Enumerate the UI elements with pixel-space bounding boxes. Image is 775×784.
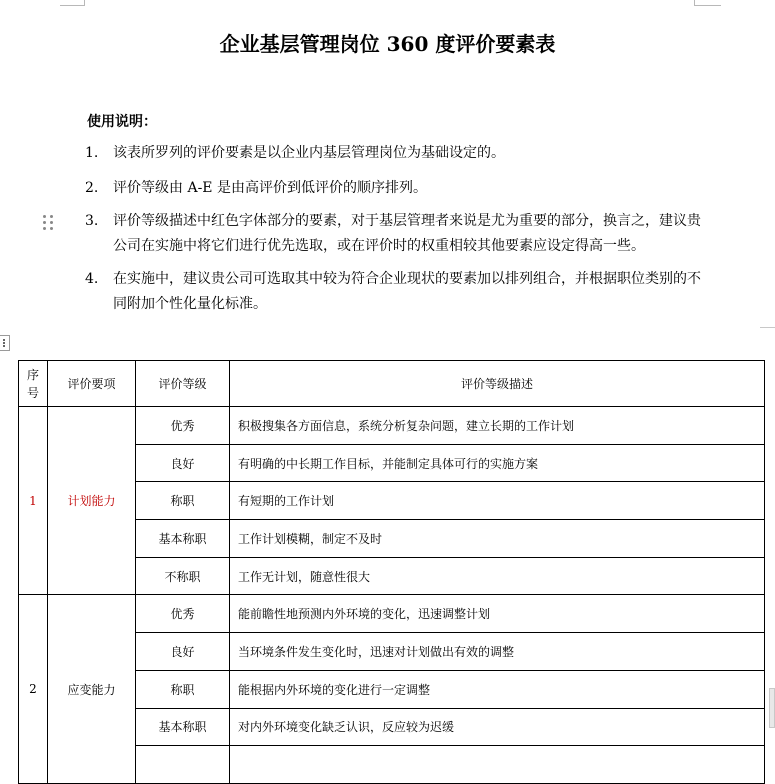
usage-item-text — [113, 176, 713, 201]
usage-item-number: 4. — [85, 271, 99, 287]
usage-item-text: 该表所罗列的评价要素是以企业内基层管理岗位为基础设定的。 — [113, 145, 505, 161]
header-factor: 评价要项 — [48, 361, 136, 407]
table-move-handle-icon[interactable] — [0, 335, 10, 351]
ruler-line — [760, 327, 775, 328]
table-header-row — [19, 361, 765, 407]
level-cell: 不称职 — [136, 557, 230, 595]
description-cell: 有短期的工作计划 — [230, 482, 765, 520]
level-cell: 基本称职 — [136, 520, 230, 558]
description-cell: 有明确的中长期工作目标，并能制定具体可行的实施方案 — [230, 444, 765, 482]
paragraph-drag-handle-icon[interactable] — [43, 215, 53, 231]
usage-heading: 使用说明： — [87, 114, 157, 130]
usage-item-text: 评价等级描述中红色字体部分的要素，对于基层管理者来说是尤为重要的部分，换言之，建议贵公司在实施中将它们进行优先选取，或在评价时的权重相较其他要素应设定得高一些。 — [113, 213, 701, 254]
description-cell: 对内外环境变化缺乏认识，反应较为迟缓 — [230, 708, 765, 746]
table-row — [19, 595, 765, 633]
crop-mark — [84, 0, 85, 6]
header-seq — [19, 361, 48, 407]
header-description: 评价等级描述 — [230, 361, 765, 407]
header-seq-line: 序 — [26, 367, 39, 382]
crop-mark — [695, 5, 721, 6]
level-cell: 良好 — [136, 444, 230, 482]
description-cell — [230, 746, 765, 784]
usage-item-text: 在实施中，建议贵公司可选取其中较为符合企业现状的要素加以排列组合，并根据职位类别的不同附加个性化量化标准。 — [113, 271, 701, 312]
level-cell: 良好 — [136, 633, 230, 671]
seq-cell: 1 — [19, 407, 48, 595]
scrollbar[interactable] — [769, 688, 775, 728]
evaluation-table — [18, 360, 765, 784]
factor-cell: 计划能力 — [48, 407, 136, 595]
level-cell — [136, 746, 230, 784]
description-cell: 当环境条件发生变化时，迅速对计划做出有效的调整 — [230, 633, 765, 671]
level-cell: 优秀 — [136, 407, 230, 445]
seq-cell: 2 — [19, 595, 48, 783]
usage-item-number: 2. — [85, 180, 99, 196]
level-cell: 优秀 — [136, 595, 230, 633]
description-cell: 工作计划模糊，制定不及时 — [230, 520, 765, 558]
usage-item-number: 3. — [85, 213, 99, 229]
factor-cell: 应变能力 — [48, 595, 136, 783]
usage-item-number: 1. — [85, 145, 99, 161]
usage-item-text-part: 评价等级由 — [113, 180, 188, 196]
description-cell: 能根据内外环境的变化进行一定调整 — [230, 670, 765, 708]
description-cell: 积极搜集各方面信息，系统分析复杂问题，建立长期的工作计划 — [230, 407, 765, 445]
level-cell: 称职 — [136, 482, 230, 520]
usage-item-text-part: 是由高评价到低评价的顺序排列。 — [212, 180, 427, 196]
crop-mark — [60, 5, 84, 6]
usage-item-latin: A-E — [187, 180, 213, 196]
description-cell: 工作无计划，随意性很大 — [230, 557, 765, 595]
table-row — [19, 407, 765, 445]
header-level: 评价等级 — [136, 361, 230, 407]
level-cell: 基本称职 — [136, 708, 230, 746]
description-cell: 能前瞻性地预测内外环境的变化，迅速调整计划 — [230, 595, 765, 633]
level-cell: 称职 — [136, 670, 230, 708]
document-title: 企业基层管理岗位 360 度评价要素表 — [219, 32, 556, 56]
header-seq-line: 号 — [26, 385, 39, 400]
